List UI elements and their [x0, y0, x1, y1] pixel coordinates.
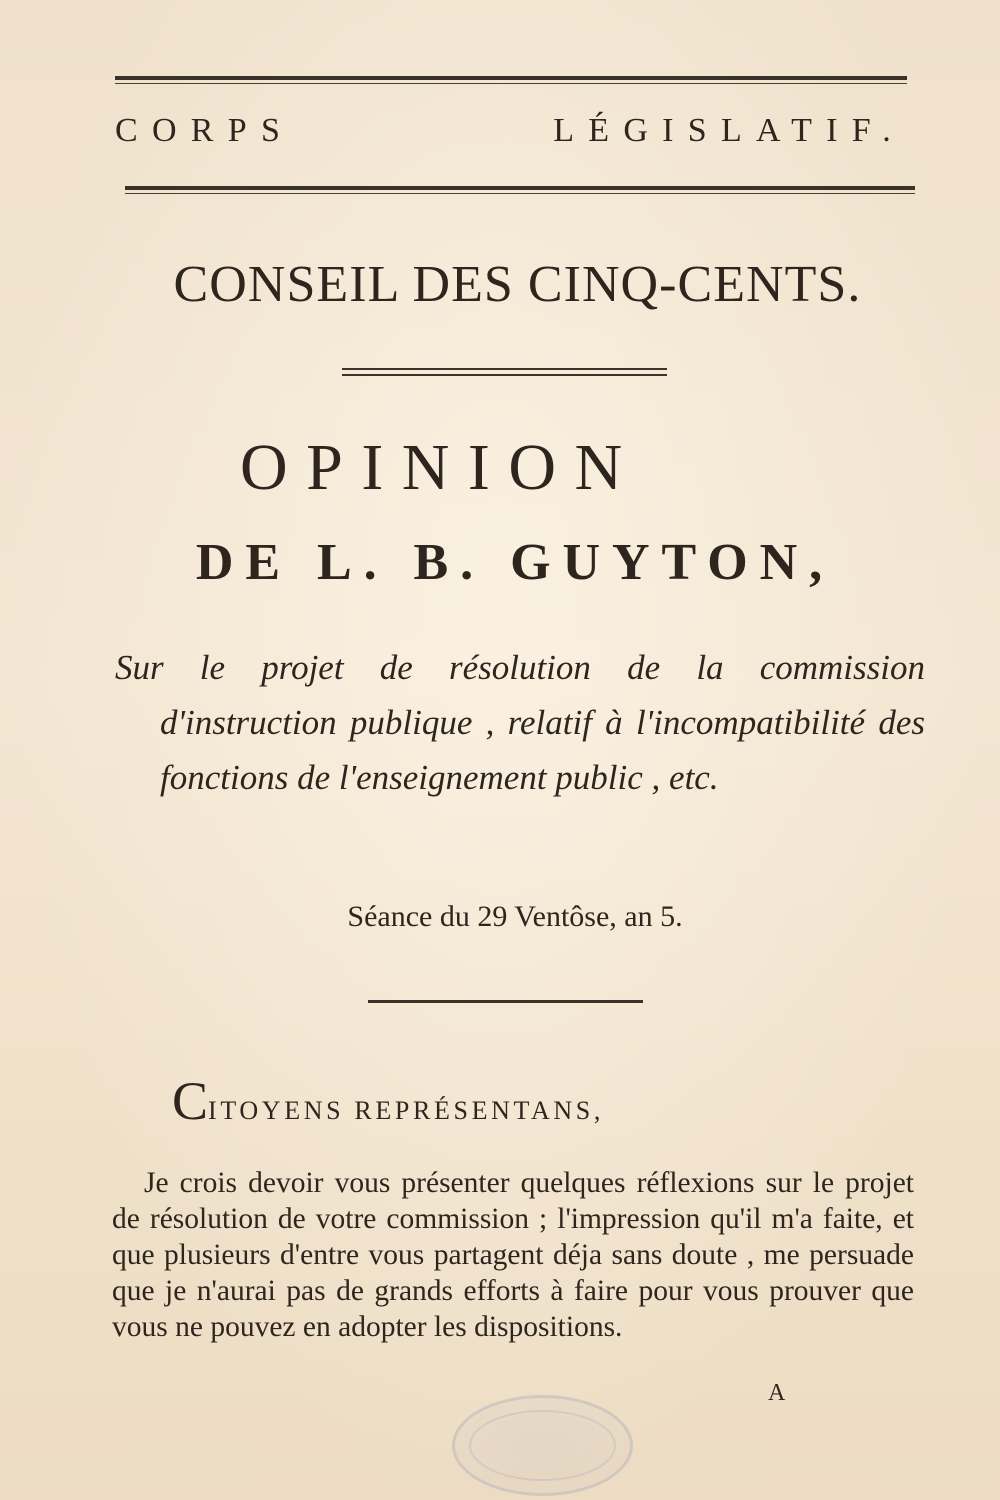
conseil-heading: CONSEIL DES CINQ-CENTS.	[173, 256, 862, 313]
conseil-rule	[342, 368, 667, 376]
signature-mark: A	[768, 1380, 786, 1406]
salutation-rest: ITOYENS REPRÉSENTANS,	[208, 1096, 605, 1125]
library-stamp	[452, 1395, 633, 1496]
session-date: Séance du 29 Ventôse, an 5.	[347, 900, 683, 933]
body-paragraph: Je crois devoir vous présenter quelques réflexions sur le projet de résolution de votre commission ; l'impression qu'il m'a faite, et que plusieurs d'entre vous partagent déja sans doute , me persuade que je n'aurai pas de grands efforts à faire pour vous prouver que vous ne pouvez en adopter les dispositions.	[112, 1167, 914, 1343]
corps-legislatif-heading: CORPS LÉGISLATIF.	[115, 112, 905, 149]
subject-rest: d'instruction publique , relatif à l'incompatibilité des fonctions de l'enseignement public , etc.	[160, 703, 925, 797]
opinion-title: OPINION	[240, 431, 641, 504]
author-line: DE L. B. GUYTON,	[195, 534, 835, 591]
subject-line-1: Sur le projet de résolution de la commission	[115, 648, 925, 687]
header-rule	[125, 186, 915, 194]
session-rule	[368, 1000, 643, 1003]
salutation-initial: C	[172, 1071, 209, 1131]
salutation	[172, 1070, 872, 1132]
subject-paragraph	[115, 640, 925, 805]
top-rule	[115, 76, 907, 84]
